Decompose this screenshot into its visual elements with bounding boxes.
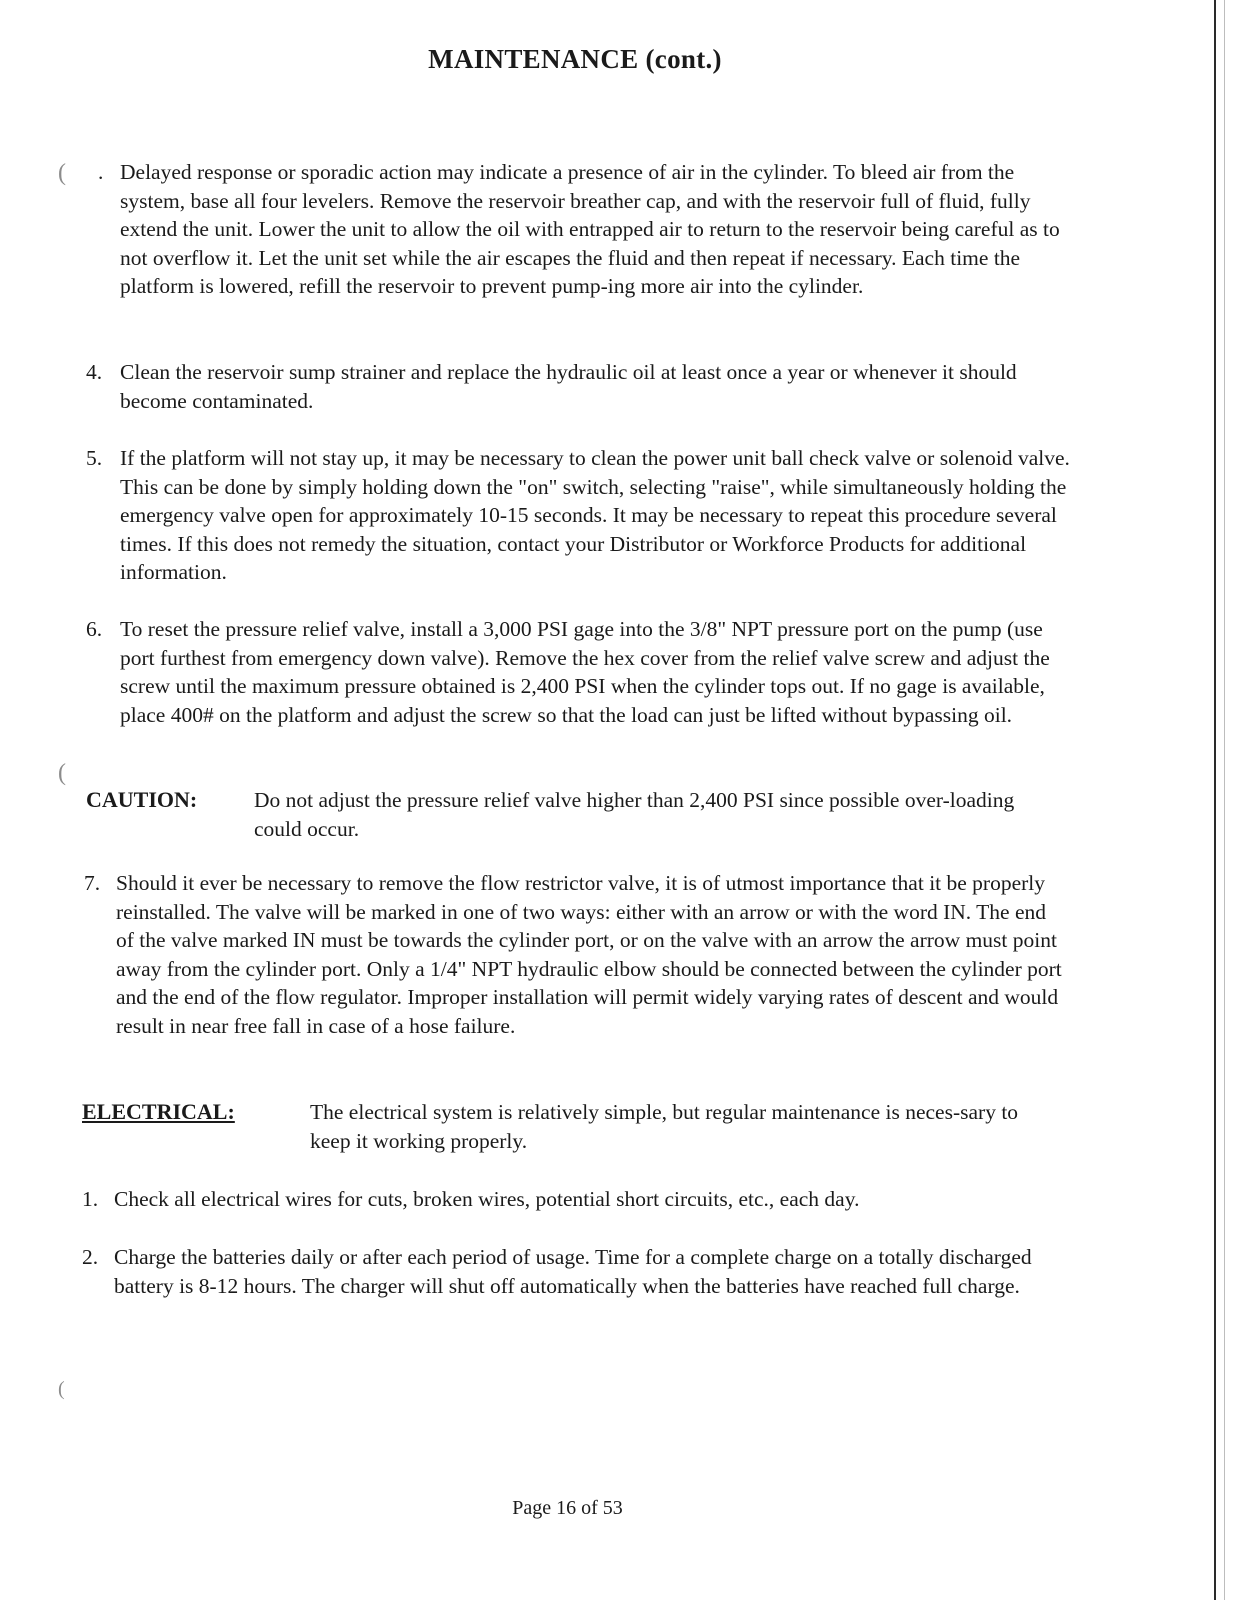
list-item-text: Charge the batteries daily or after each period of usage. Time for a complete charge on a totally discharged battery is 8-12 hours. The charger will shut off automatically when the batteries have reached full charge. (114, 1245, 1032, 1298)
list-item-text: Should it ever be necessary to remove the flow restrictor valve, it is of utmost importance that it be properly reinstalled. The valve will be marked in one of two ways: either with an arrow or with the word IN. The end of the valve marked IN must be towards the cylinder port, or on the valve with an arrow the arrow must point away from the cylinder port. Only a 1/4" NPT hydraulic elbow should be connected between the cylinder port and the end of the flow regulator. Improper installation will permit widely varying rates of descent and would result in near free fall in case of a hose failure. (116, 871, 1062, 1038)
punch-hole-mark: ( (58, 760, 66, 786)
list-item-text: Delayed response or sporadic action may indicate a presence of air in the cylinder. To bleed air from the system, base all four levelers. Remove the reservoir breather cap, and with the reservoir full of fluid, fully extend the unit. Lower the unit to allow the oil with entrapped air to return to the reservoir being careful as to not overflow it. Let the unit set while the air escapes the fluid and then repeat if necessary. Each time the platform is lowered, refill the reservoir to prevent pump-ing more air into the cylinder. (120, 160, 1060, 299)
list-number: 1. (82, 1187, 99, 1211)
caution-label: CAUTION: (86, 787, 198, 812)
page-edge-rule-thin (1224, 0, 1225, 1600)
caution-text: Do not adjust the pressure relief valve higher than 2,400 PSI since possible over-loading could occur. (254, 788, 1015, 841)
electrical-heading: ELECTRICAL: (82, 1099, 235, 1124)
list-number: . (98, 160, 104, 184)
list-item-text: Check all electrical wires for cuts, broken wires, potential short circuits, etc., each day. (114, 1187, 860, 1211)
list-item-text: If the platform will not stay up, it may be necessary to clean the power unit ball check valve or solenoid valve. This can be done by simply holding down the "on" switch, selecting "raise", while simultaneously holding the emergency valve open for approximately 10-15 seconds. It may be necessary to repeat this procedure several times. If this does not remedy the situation, contact your Distributor or Workforce Products for additional information. (120, 446, 1070, 585)
list-number: 6. (86, 617, 103, 641)
page-edge-rule (1214, 0, 1216, 1600)
list-number: 7. (84, 871, 101, 895)
punch-hole-mark: ( (58, 1378, 65, 1400)
page-title: MAINTENANCE (cont.) (428, 44, 722, 74)
electrical-intro: The electrical system is relatively simple, but regular maintenance is neces-sary to keep it working properly. (310, 1100, 1019, 1153)
list-item-text: To reset the pressure relief valve, install a 3,000 PSI gage into the 3/8" NPT pressure port on the pump (use port furthest from emergency down valve). Remove the hex cover from the relief valve screw and adjust the screw until the maximum pressure obtained is 2,400 PSI when the cylinder tops out. If no gage is available, place 400# on the platform and adjust the screw so that the load can just be lifted without bypassing oil. (120, 617, 1050, 727)
page-number: Page 16 of 53 (512, 1497, 623, 1519)
punch-hole-mark: ( (58, 160, 66, 186)
list-number: 2. (82, 1245, 99, 1269)
list-item-text: Clean the reservoir sump strainer and replace the hydraulic oil at least once a year or whenever it should become contaminated. (120, 360, 1017, 413)
list-number: 4. (86, 360, 103, 384)
list-number: 5. (86, 446, 103, 470)
